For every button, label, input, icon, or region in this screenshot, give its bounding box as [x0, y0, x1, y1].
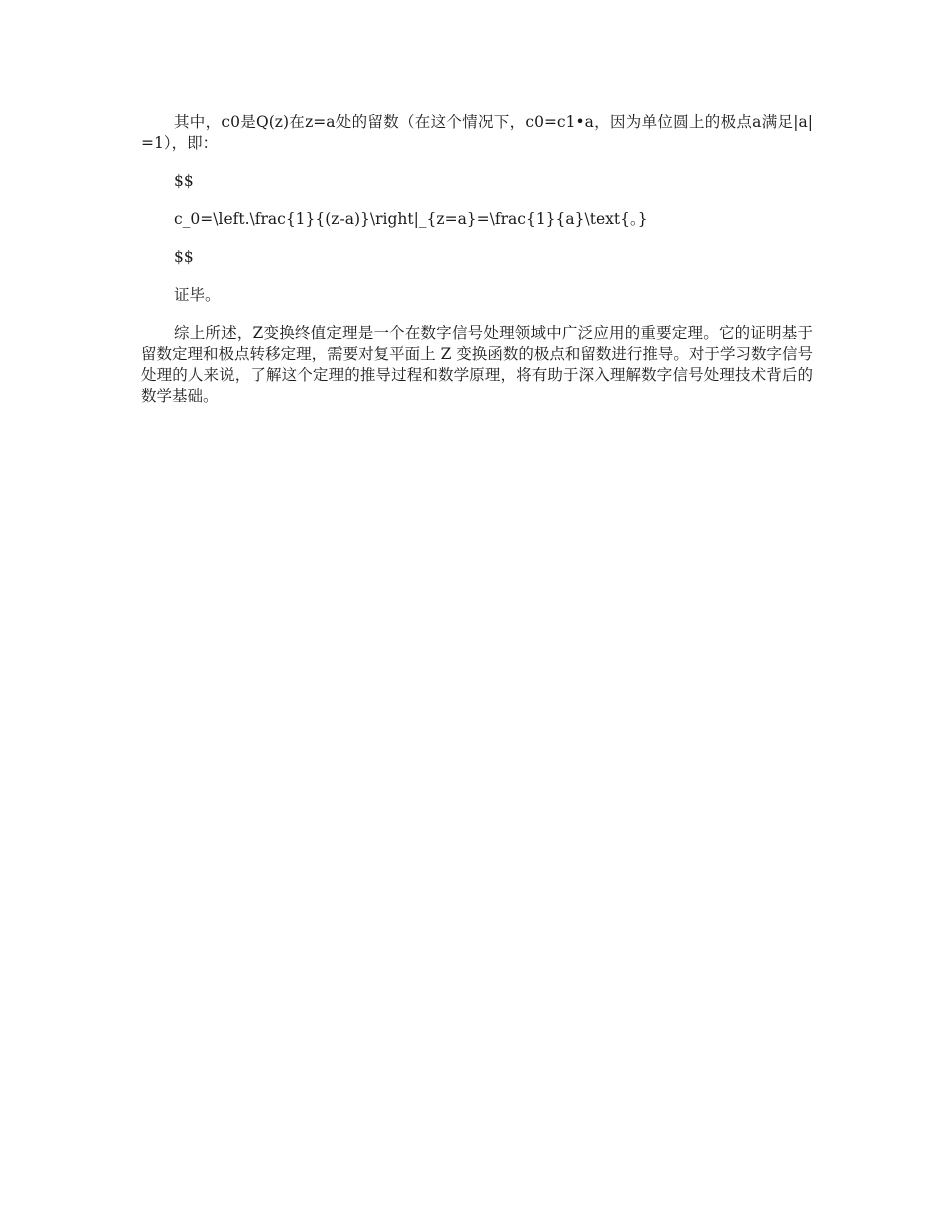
paragraph-residue-definition: 其中，c0是Q(z)在z=a处的留数（在这个情况下，c0=c1•a，因为单位圆上的极点a满足|a|=1），即： — [141, 113, 813, 152]
spacer — [141, 268, 813, 285]
paragraph-summary: 综上所述，Z变换终值定理是一个在数字信号处理领域中广泛应用的重要定理。它的证明基于留数定理和极点转移定理，需要对复平面上 Z 变换函数的极点和留数进行推导。对于学习数字信号处理的人来说，了解这个定理的推导过程和数学原理，将有助于深入理解数字信号处理技术背后的数学基础。 — [141, 324, 813, 405]
spacer — [141, 230, 813, 247]
qed-text: 证毕。 — [174, 286, 221, 304]
spacer — [141, 154, 813, 171]
document-body — [141, 112, 813, 407]
spacer — [141, 306, 813, 323]
math-delimiter-open: $$ — [174, 172, 194, 190]
math-formula: c_0=\left.\frac{1}{(z-a)}\right|_{z=a}=\frac{1}{a}\text{。} — [174, 210, 648, 228]
spacer — [141, 192, 813, 209]
math-delimiter-close: $$ — [174, 248, 194, 266]
